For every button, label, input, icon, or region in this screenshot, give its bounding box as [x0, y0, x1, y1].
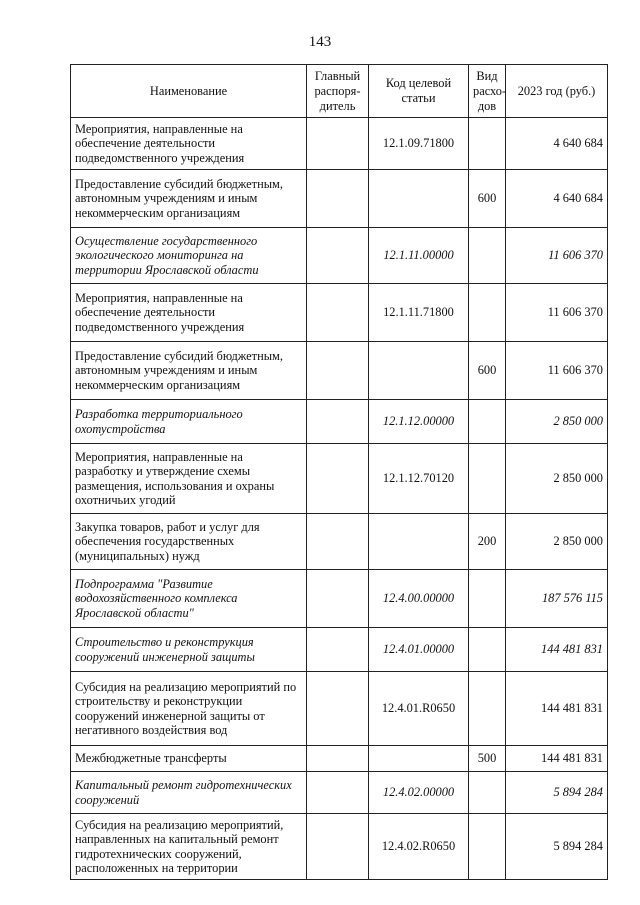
- row-target-code: 12.1.12.70120: [369, 444, 469, 514]
- row-target-code: 12.1.12.00000: [369, 400, 469, 444]
- row-name: Мероприятия, направленные на обеспечение деятельности подведомственного учреждения: [71, 284, 307, 342]
- row-amount: 2 850 000: [506, 514, 608, 570]
- table-row: [71, 444, 608, 514]
- row-expense-type: [469, 400, 506, 444]
- row-main-manager: [307, 672, 369, 746]
- row-name: Осуществление государственного экологического мониторинга на территории Ярославской области: [71, 228, 307, 284]
- row-expense-type: 200: [469, 514, 506, 570]
- row-name: Подпрограмма "Развитие водохозяйственного комплекса Ярославской области": [71, 570, 307, 628]
- row-target-code: 12.1.11.00000: [369, 228, 469, 284]
- row-name: Субсидия на реализацию мероприятий по строительству и реконструкции сооружений инженерной защиты от негативного воздействия вод: [71, 672, 307, 746]
- table-row: [71, 746, 608, 772]
- row-main-manager: [307, 228, 369, 284]
- row-amount: 187 576 115: [506, 570, 608, 628]
- row-expense-type: [469, 284, 506, 342]
- table-row: [71, 514, 608, 570]
- page-number: 143: [308, 34, 332, 50]
- row-amount: 5 894 284: [506, 814, 608, 880]
- row-target-code: [369, 514, 469, 570]
- row-amount: 144 481 831: [506, 672, 608, 746]
- row-target-code: [369, 746, 469, 772]
- row-expense-type: [469, 118, 506, 170]
- row-expense-type: [469, 814, 506, 880]
- table-row: [71, 570, 608, 628]
- header-amount: 2023 год (руб.): [506, 65, 608, 118]
- row-expense-type: [469, 570, 506, 628]
- table-row: [71, 284, 608, 342]
- header-name: Наименование: [71, 65, 307, 118]
- row-main-manager: [307, 342, 369, 400]
- row-expense-type: [469, 672, 506, 746]
- row-amount: 4 640 684: [506, 170, 608, 228]
- table-row: [71, 342, 608, 400]
- row-amount: 11 606 370: [506, 284, 608, 342]
- row-main-manager: [307, 814, 369, 880]
- row-expense-type: 600: [469, 342, 506, 400]
- row-amount: 11 606 370: [506, 342, 608, 400]
- header-target-code: Код целевой статьи: [369, 65, 469, 118]
- table-row: [71, 228, 608, 284]
- row-expense-type: 600: [469, 170, 506, 228]
- row-name: Субсидия на реализацию мероприятий, направленных на капитальный ремонт гидротехнических сооружений, расположенных на территории: [71, 814, 307, 880]
- row-main-manager: [307, 570, 369, 628]
- table-row: [71, 772, 608, 814]
- table-row: [71, 628, 608, 672]
- row-amount: 11 606 370: [506, 228, 608, 284]
- row-main-manager: [307, 772, 369, 814]
- row-name: Мероприятия, направленные на обеспечение деятельности подведомственного учреждения: [71, 118, 307, 170]
- table-row: [71, 672, 608, 746]
- table-header-row: [71, 65, 608, 118]
- row-main-manager: [307, 444, 369, 514]
- row-amount: 2 850 000: [506, 400, 608, 444]
- row-expense-type: [469, 628, 506, 672]
- row-main-manager: [307, 746, 369, 772]
- row-name: Предоставление субсидий бюджетным, автономным учреждениям и иным некоммерческим организациям: [71, 342, 307, 400]
- row-target-code: [369, 170, 469, 228]
- header-expense-type: Вид расхо-дов: [469, 65, 506, 118]
- row-name: Мероприятия, направленные на разработку и утверждение схемы размещения, использования и охраны охотничьих угодий: [71, 444, 307, 514]
- table-row: [71, 170, 608, 228]
- row-main-manager: [307, 514, 369, 570]
- row-main-manager: [307, 284, 369, 342]
- budget-table: [70, 64, 608, 880]
- row-name: Строительство и реконструкция сооружений инженерной защиты: [71, 628, 307, 672]
- row-main-manager: [307, 400, 369, 444]
- table-row: [71, 118, 608, 170]
- row-expense-type: 500: [469, 746, 506, 772]
- row-amount: 2 850 000: [506, 444, 608, 514]
- row-target-code: 12.4.02.R0650: [369, 814, 469, 880]
- row-target-code: 12.1.11.71800: [369, 284, 469, 342]
- table-row: [71, 814, 608, 880]
- row-name: Закупка товаров, работ и услуг для обеспечения государственных (муниципальных) нужд: [71, 514, 307, 570]
- row-expense-type: [469, 228, 506, 284]
- row-target-code: 12.4.02.00000: [369, 772, 469, 814]
- row-amount: 144 481 831: [506, 628, 608, 672]
- row-amount: 5 894 284: [506, 772, 608, 814]
- row-main-manager: [307, 628, 369, 672]
- row-target-code: 12.4.00.00000: [369, 570, 469, 628]
- row-name: Разработка территориального охотустройства: [71, 400, 307, 444]
- row-name: Межбюджетные трансферты: [71, 746, 307, 772]
- row-target-code: 12.4.01.00000: [369, 628, 469, 672]
- row-main-manager: [307, 170, 369, 228]
- row-target-code: [369, 342, 469, 400]
- row-target-code: 12.1.09.71800: [369, 118, 469, 170]
- header-main-manager: Главный распоря-дитель: [307, 65, 369, 118]
- row-expense-type: [469, 772, 506, 814]
- row-name: Предоставление субсидий бюджетным, автономным учреждениям и иным некоммерческим организациям: [71, 170, 307, 228]
- row-name: Капитальный ремонт гидротехнических сооружений: [71, 772, 307, 814]
- row-amount: 144 481 831: [506, 746, 608, 772]
- table-row: [71, 400, 608, 444]
- row-amount: 4 640 684: [506, 118, 608, 170]
- row-expense-type: [469, 444, 506, 514]
- row-main-manager: [307, 118, 369, 170]
- row-target-code: 12.4.01.R0650: [369, 672, 469, 746]
